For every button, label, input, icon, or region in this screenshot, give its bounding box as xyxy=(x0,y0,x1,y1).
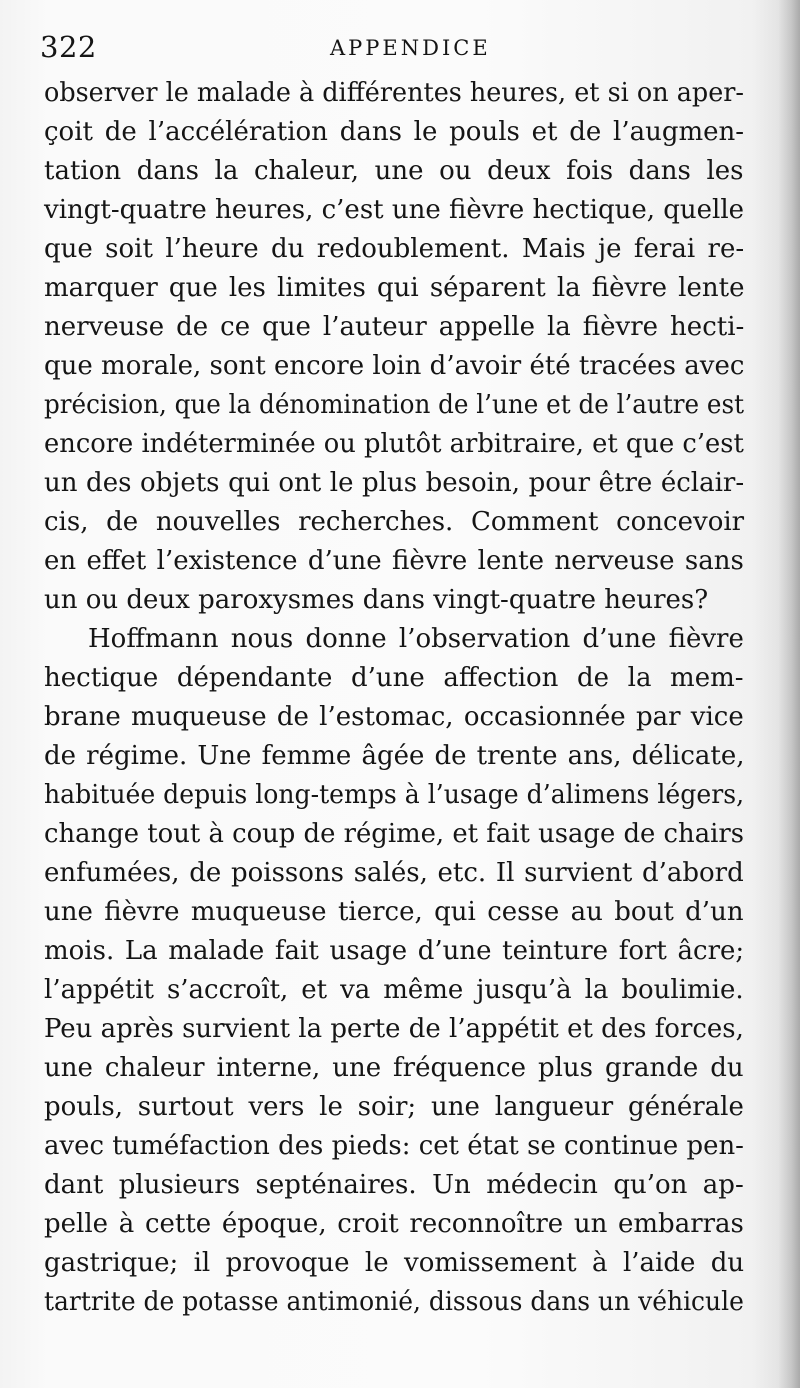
text-line: un des objets qui ont le plus besoin, pour être éclair- xyxy=(44,468,745,498)
text-line: de régime. Une femme âgée de trente ans, délicate, xyxy=(44,741,745,771)
text-line: change tout à coup de régime, et fait usage de chairs xyxy=(44,819,745,849)
text-line: dant plusieurs septénaires. Un médecin qu’on ap- xyxy=(44,1170,744,1200)
body-text xyxy=(44,74,744,1374)
text-line: l’appétit s’accroît, et va même jusqu’à la boulimie. xyxy=(44,975,744,1005)
text-line: pouls, surtout vers le soir; une langueur générale xyxy=(44,1092,744,1122)
text-line: nerveuse de ce que l’auteur appelle la fièvre hecti- xyxy=(44,312,745,342)
text-line: Peu après survient la perte de l’appétit et des forces, xyxy=(44,1014,744,1044)
page-edge-shadow xyxy=(778,0,800,1388)
text-line: çoit de l’accélération dans le pouls et de l’augmen- xyxy=(44,117,745,147)
paragraph-first-line: Hoffmann nous donne l’observation d’une fièvre xyxy=(88,624,744,654)
text-line: habituée depuis long-temps à l’usage d’alimens légers, xyxy=(44,780,745,810)
text-line: marquer que les limites qui séparent la fièvre lente xyxy=(44,273,745,303)
text-line: pelle à cette époque, croit reconnoître un embarras xyxy=(44,1209,744,1239)
text-line: précision, que la dénomination de l’une et de l’autre est xyxy=(44,390,745,420)
text-line: cis, de nouvelles recherches. Comment concevoir xyxy=(44,507,745,537)
text-line: que soit l’heure du redoublement. Mais je ferai re- xyxy=(44,234,745,264)
text-line: brane muqueuse de l’estomac, occasionnée par vice xyxy=(44,702,744,732)
page-header xyxy=(40,30,740,70)
text-line: hectique dépendante d’une affection de la mem- xyxy=(44,663,744,693)
text-line: une fièvre muqueuse tierce, qui cesse au bout d’un xyxy=(44,897,744,927)
text-line: mois. La malade fait usage d’une teinture fort âcre; xyxy=(44,936,745,966)
text-line: en effet l’existence d’une fièvre lente nerveuse sans xyxy=(44,546,744,576)
text-line: tation dans la chaleur, une ou deux fois dans les xyxy=(44,156,744,186)
text-line: encore indéterminée ou plutôt arbitraire, et que c’est xyxy=(44,429,744,459)
text-line: que morale, sont encore loin d’avoir été tracées avec xyxy=(44,351,745,381)
text-line: gastrique; il provoque le vomissement à l’aide du xyxy=(44,1248,745,1278)
running-head: APPENDICE xyxy=(330,36,491,60)
text-line: un ou deux paroxysmes dans vingt-quatre heures? xyxy=(44,585,709,615)
text-line: avec tuméfaction des pieds: cet état se continue pen- xyxy=(44,1131,744,1161)
text-line: observer le malade à différentes heures, et si on aper- xyxy=(44,78,745,108)
text-line: vingt-quatre heures, c’est une fièvre hectique, quelle xyxy=(44,195,745,225)
page-number: 322 xyxy=(40,30,97,64)
text-line: tartrite de potasse antimonié, dissous dans un véhicule xyxy=(44,1287,744,1317)
text-line: enfumées, de poissons salés, etc. Il survient d’abord xyxy=(44,858,744,888)
text-line: une chaleur interne, une fréquence plus grande du xyxy=(44,1053,744,1083)
